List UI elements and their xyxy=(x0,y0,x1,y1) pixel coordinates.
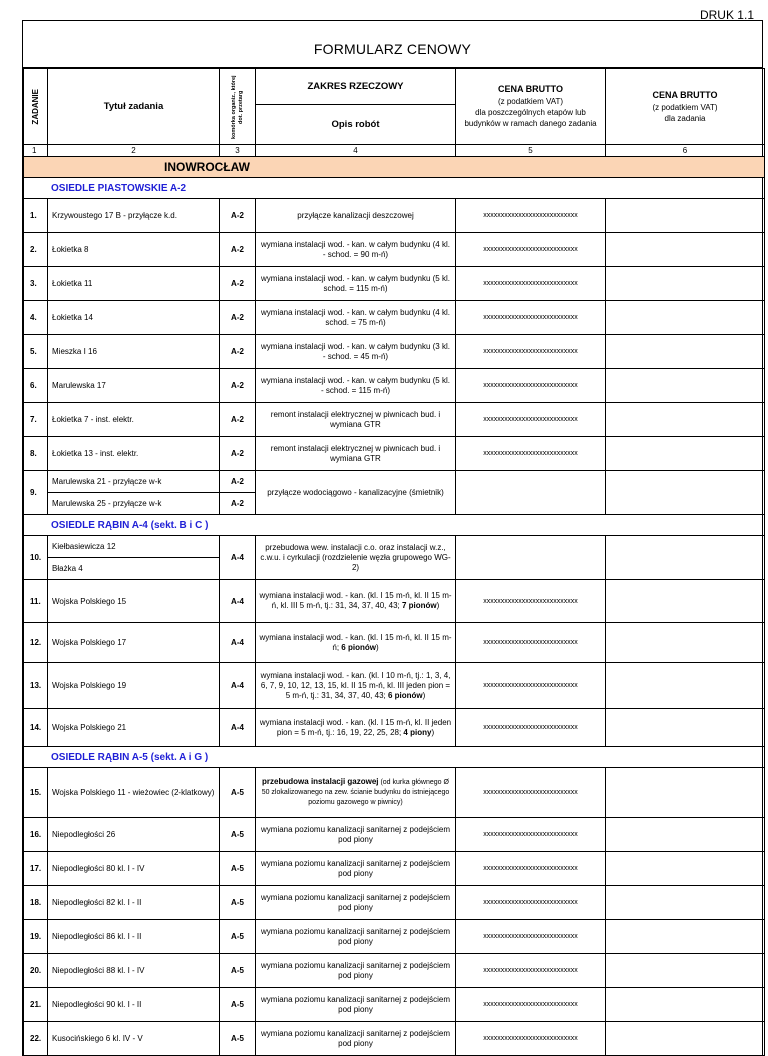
row-number: 14. xyxy=(24,709,48,747)
col-num: 5 xyxy=(456,145,606,157)
unit-code: A-5 xyxy=(220,818,256,852)
unit-code: A-5 xyxy=(220,768,256,818)
work-description: wymiana instalacji wod. - kan. w całym budynku (5 kl. schod. = 115 m-ń) xyxy=(256,267,456,301)
address: Niepodległości 90 kl. I - II xyxy=(48,988,220,1022)
address: Kusocińskiego 6 kl. IV - V xyxy=(48,1022,220,1056)
address: Łokietka 14 xyxy=(48,301,220,335)
col-num: 4 xyxy=(256,145,456,157)
title-header: Tytuł zadania xyxy=(48,69,220,145)
price-form xyxy=(22,20,763,1056)
price-cell: xxxxxxxxxxxxxxxxxxxxxxxxxxx xyxy=(456,1022,606,1056)
work-description: przyłącze wodociągowo - kanalizacyjne (śmietnik) xyxy=(256,471,456,515)
row-number: 12. xyxy=(24,623,48,663)
price-cell: xxxxxxxxxxxxxxxxxxxxxxxxxxx xyxy=(456,663,606,709)
unit-code: A-2 xyxy=(220,301,256,335)
work-description: wymiana instalacji wod. - kan. (kl. I 15 m-ń, kl. II 15 m-ń, kl. III 5 m-ń, tj.: 31, 34, 37, 40, 43; 7 pionów) xyxy=(256,580,456,623)
unit-code: A-2 xyxy=(220,335,256,369)
table-row xyxy=(24,369,765,403)
address: Marulewska 21 - przyłącze w-k xyxy=(48,471,220,493)
work-description: wymiana instalacji wod. - kan. w całym budynku (4 kl. schod. = 75 m-ń) xyxy=(256,301,456,335)
row-number: 7. xyxy=(24,403,48,437)
address: Kiełbasiewicza 12 xyxy=(48,536,220,558)
address: Niepodległości 88 kl. I - IV xyxy=(48,954,220,988)
address: Wojska Polskiego 17 xyxy=(48,623,220,663)
table-row xyxy=(24,403,765,437)
row-number: 3. xyxy=(24,267,48,301)
col-num: 3 xyxy=(220,145,256,157)
work-description: wymiana poziomu kanalizacji sanitarnej z podejściem pod piony xyxy=(256,920,456,954)
row-number: 5. xyxy=(24,335,48,369)
price-cell: xxxxxxxxxxxxxxxxxxxxxxxxxxx xyxy=(456,988,606,1022)
table-row xyxy=(24,988,765,1022)
price-cell: xxxxxxxxxxxxxxxxxxxxxxxxxxx xyxy=(456,886,606,920)
price-cell: xxxxxxxxxxxxxxxxxxxxxxxxxxx xyxy=(456,403,606,437)
table-row xyxy=(24,335,765,369)
scope-subtitle: Opis robót xyxy=(331,119,380,130)
price-stage-header: CENA BRUTTO (z podatkiem VAT) dla poszczególnych etapów lub budynków w ramach danego zadania xyxy=(456,69,606,145)
unit-code: A-5 xyxy=(220,920,256,954)
table-row xyxy=(24,852,765,886)
task-price-cell xyxy=(606,437,765,471)
task-price-cell xyxy=(606,267,765,301)
table-row xyxy=(24,267,765,301)
header-row xyxy=(24,69,765,145)
work-description: remont instalacji elektrycznej w piwnicach bud. i wymiana GTR xyxy=(256,403,456,437)
price-cell: xxxxxxxxxxxxxxxxxxxxxxxxxxx xyxy=(456,580,606,623)
work-description: przyłącze kanalizacji deszczowej xyxy=(256,199,456,233)
row-number: 18. xyxy=(24,886,48,920)
col-num: 1 xyxy=(24,145,48,157)
work-description: przebudowa instalacji gazowej (od kurka głównego Ø 50 zlokalizowanego na zew. ścianie budynku do istniejącego poziomu gazowego w piwnicy) xyxy=(256,768,456,818)
unit-code: A-2 xyxy=(220,493,256,515)
task-price-cell xyxy=(606,199,765,233)
task-price-cell xyxy=(606,580,765,623)
address: Wojska Polskiego 21 xyxy=(48,709,220,747)
address: Wojska Polskiego 15 xyxy=(48,580,220,623)
unit-code: A-5 xyxy=(220,988,256,1022)
work-description: wymiana poziomu kanalizacji sanitarnej z podejściem pod piony xyxy=(256,852,456,886)
price-cell: xxxxxxxxxxxxxxxxxxxxxxxxxxx xyxy=(456,954,606,988)
price-cell: xxxxxxxxxxxxxxxxxxxxxxxxxxx xyxy=(456,369,606,403)
price-cell: xxxxxxxxxxxxxxxxxxxxxxxxxxx xyxy=(456,623,606,663)
price-cell: xxxxxxxxxxxxxxxxxxxxxxxxxxx xyxy=(456,335,606,369)
price-task-header: CENA BRUTTO (z podatkiem VAT) dla zadania xyxy=(606,69,765,145)
table-row xyxy=(24,886,765,920)
table-row xyxy=(24,818,765,852)
address: Mieszka I 16 xyxy=(48,335,220,369)
unit-code: A-2 xyxy=(220,233,256,267)
address: Łokietka 7 - inst. elektr. xyxy=(48,403,220,437)
price-cell: xxxxxxxxxxxxxxxxxxxxxxxxxxx xyxy=(456,920,606,954)
task-price-cell xyxy=(606,1022,765,1056)
work-description: wymiana instalacji wod. - kan. w całym budynku (5 kl. - schod. = 115 m-ń) xyxy=(256,369,456,403)
price-cell: xxxxxxxxxxxxxxxxxxxxxxxxxxx xyxy=(456,709,606,747)
price-cell: xxxxxxxxxxxxxxxxxxxxxxxxxxx xyxy=(456,437,606,471)
row-number: 16. xyxy=(24,818,48,852)
unit-code: A-4 xyxy=(220,536,256,580)
unit-code: A-2 xyxy=(220,437,256,471)
form-title: FORMULARZ CENOWY xyxy=(23,21,762,68)
row-number: 9. xyxy=(24,471,48,515)
address: Wojska Polskiego 19 xyxy=(48,663,220,709)
address: Niepodległości 82 kl. I - II xyxy=(48,886,220,920)
task-price-cell xyxy=(606,886,765,920)
work-description: wymiana instalacji wod. - kan. w całym budynku (4 kl. - schod. = 90 m-ń) xyxy=(256,233,456,267)
unit-code: A-4 xyxy=(220,709,256,747)
task-price-cell xyxy=(606,988,765,1022)
unit-code: A-5 xyxy=(220,1022,256,1056)
row-number: 22. xyxy=(24,1022,48,1056)
task-price-cell xyxy=(606,335,765,369)
unit-code: A-2 xyxy=(220,199,256,233)
row-number: 13. xyxy=(24,663,48,709)
task-price-cell xyxy=(606,768,765,818)
task-price-cell xyxy=(606,623,765,663)
scope-header xyxy=(256,69,456,145)
price-cell: xxxxxxxxxxxxxxxxxxxxxxxxxxx xyxy=(456,768,606,818)
task-price-cell xyxy=(606,403,765,437)
row-number: 2. xyxy=(24,233,48,267)
form-code: DRUK 1.1 xyxy=(699,8,754,22)
unit-code: A-2 xyxy=(220,471,256,493)
column-number-row xyxy=(24,145,765,157)
row-number: 11. xyxy=(24,580,48,623)
task-price-cell xyxy=(606,536,765,580)
row-number: 21. xyxy=(24,988,48,1022)
task-price-cell xyxy=(606,471,765,515)
work-description: wymiana poziomu kanalizacji sanitarnej z podejściem pod piony xyxy=(256,1022,456,1056)
task-price-cell xyxy=(606,233,765,267)
unit-code: A-5 xyxy=(220,886,256,920)
price-cell xyxy=(456,471,606,515)
work-description: wymiana instalacji wod. - kan. (kl. I 10 m-ń, tj.: 1, 3, 4, 6, 7, 9, 10, 12, 13, 15, kl. II 15 m-ń, kl. III jeden pion = 5 m-ń, tj.: 31, 34, 37, 40, 43; 6 pionów) xyxy=(256,663,456,709)
address: Wojska Polskiego 11 - wieżowiec (2-klatkowy) xyxy=(48,768,220,818)
task-price-cell xyxy=(606,709,765,747)
address: Niepodległości 26 xyxy=(48,818,220,852)
task-price-cell xyxy=(606,663,765,709)
price-cell: xxxxxxxxxxxxxxxxxxxxxxxxxxx xyxy=(456,233,606,267)
row-number: 17. xyxy=(24,852,48,886)
table-row xyxy=(24,233,765,267)
table-row xyxy=(24,301,765,335)
table-row xyxy=(24,437,765,471)
zadanie-header: ZADANIE xyxy=(24,69,48,145)
unit-code: A-5 xyxy=(220,852,256,886)
unit-code: A-2 xyxy=(220,403,256,437)
col-num: 2 xyxy=(48,145,220,157)
unit-code: A-2 xyxy=(220,267,256,301)
row-number: 20. xyxy=(24,954,48,988)
row-number: 6. xyxy=(24,369,48,403)
price-cell: xxxxxxxxxxxxxxxxxxxxxxxxxxx xyxy=(456,267,606,301)
task-price-cell xyxy=(606,954,765,988)
address: Marulewska 17 xyxy=(48,369,220,403)
work-description: remont instalacji elektrycznej w piwnicach bud. i wymiana GTR xyxy=(256,437,456,471)
price-cell: xxxxxxxxxxxxxxxxxxxxxxxxxxx xyxy=(456,199,606,233)
row-number: 15. xyxy=(24,768,48,818)
address: Błażka 4 xyxy=(48,558,220,580)
row-number: 10. xyxy=(24,536,48,580)
task-price-cell xyxy=(606,369,765,403)
task-price-cell xyxy=(606,301,765,335)
price-cell: xxxxxxxxxxxxxxxxxxxxxxxxxxx xyxy=(456,852,606,886)
task-price-cell xyxy=(606,920,765,954)
row-number: 19. xyxy=(24,920,48,954)
unit-code: A-5 xyxy=(220,954,256,988)
address: Krzywoustego 17 B - przyłącze k.d. xyxy=(48,199,220,233)
work-description: przebudowa wew. instalacji c.o. oraz instalacji w.z., c.w.u. i cyrkulacji (rozdzielenie węzła grupowego WG-2) xyxy=(256,536,456,580)
address: Łokietka 13 - inst. elektr. xyxy=(48,437,220,471)
address: Łokietka 11 xyxy=(48,267,220,301)
table-row xyxy=(24,954,765,988)
address: Niepodległości 86 kl. I - II xyxy=(48,920,220,954)
section-header: OSIEDLE RĄBIN A-4 (sekt. B i C ) xyxy=(24,515,765,536)
work-description: wymiana instalacji wod. - kan. w całym budynku (3 kl. - schod. = 45 m-ń) xyxy=(256,335,456,369)
price-table xyxy=(23,68,765,1056)
col-num: 6 xyxy=(606,145,765,157)
work-description: wymiana poziomu kanalizacji sanitarnej z podejściem pod piony xyxy=(256,954,456,988)
work-description: wymiana instalacji wod. - kan. (kl. I 15 m-ń, kl. II jeden pion = 5 m-ń, tj.: 16, 19, 22, 25, 28; 4 piony) xyxy=(256,709,456,747)
task-price-cell xyxy=(606,852,765,886)
price-cell: xxxxxxxxxxxxxxxxxxxxxxxxxxx xyxy=(456,301,606,335)
unit-code: A-2 xyxy=(220,369,256,403)
task-price-cell xyxy=(606,818,765,852)
row-number: 4. xyxy=(24,301,48,335)
section-header: OSIEDLE PIASTOWSKIE A-2 xyxy=(24,178,765,199)
scope-title: ZAKRES RZECZOWY xyxy=(256,69,455,105)
address: Niepodległości 80 kl. I - IV xyxy=(48,852,220,886)
section-header: OSIEDLE RĄBIN A-5 (sekt. A i G ) xyxy=(24,747,765,768)
row-number: 1. xyxy=(24,199,48,233)
unit-header: komórka organiz., której dot. przetarg xyxy=(220,69,256,145)
address: Łokietka 8 xyxy=(48,233,220,267)
unit-code: A-4 xyxy=(220,663,256,709)
work-description: wymiana poziomu kanalizacji sanitarnej z podejściem pod piony xyxy=(256,818,456,852)
city-banner: INOWROCŁAW xyxy=(24,157,765,178)
row-number: 8. xyxy=(24,437,48,471)
price-cell xyxy=(456,536,606,580)
table-row xyxy=(24,920,765,954)
work-description: wymiana poziomu kanalizacji sanitarnej z podejściem pod piony xyxy=(256,988,456,1022)
address: Marulewska 25 - przyłącze w-k xyxy=(48,493,220,515)
unit-code: A-4 xyxy=(220,623,256,663)
work-description: wymiana instalacji wod. - kan. (kl. I 15 m-ń, kl. II 15 m-ń; 6 pionów) xyxy=(256,623,456,663)
table-row xyxy=(24,199,765,233)
unit-code: A-4 xyxy=(220,580,256,623)
work-description: wymiana poziomu kanalizacji sanitarnej z podejściem pod piony xyxy=(256,886,456,920)
price-cell: xxxxxxxxxxxxxxxxxxxxxxxxxxx xyxy=(456,818,606,852)
table-row xyxy=(24,1022,765,1056)
